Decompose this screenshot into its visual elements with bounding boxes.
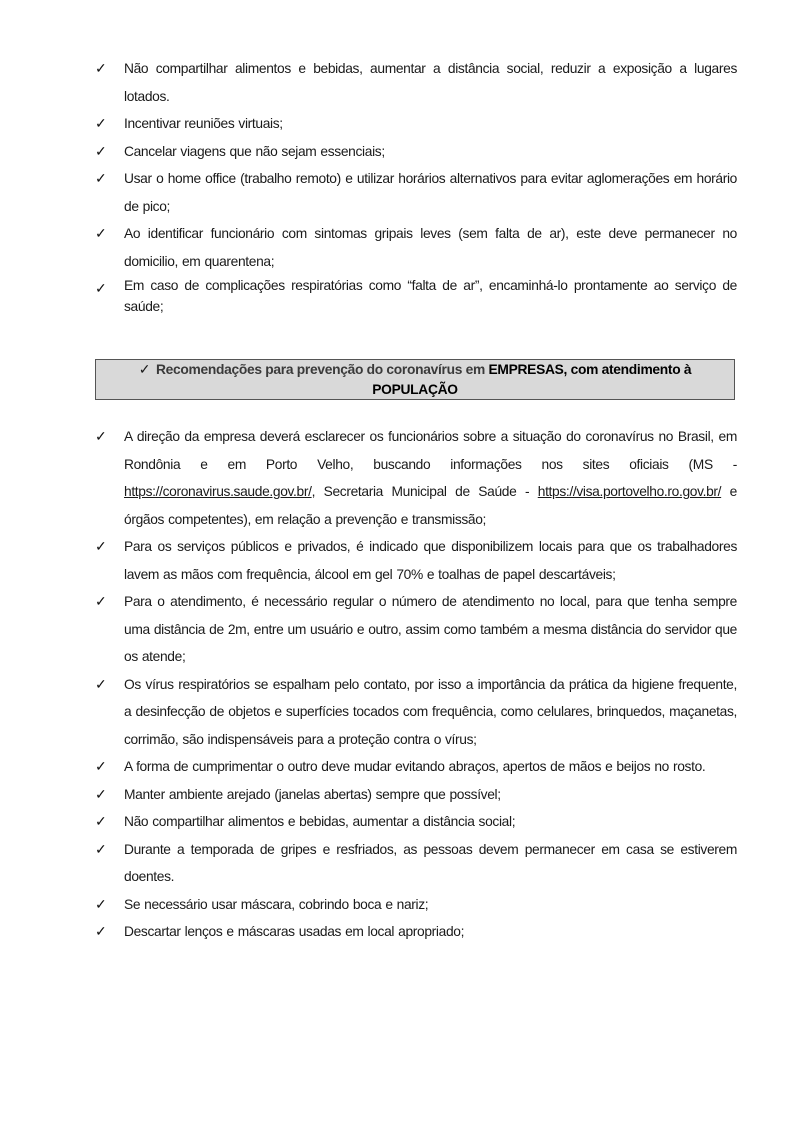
- section-heading-part1: Recomendações para prevenção do coronavírus em: [156, 362, 489, 377]
- check-icon: ✓: [95, 785, 107, 802]
- list-item: [95, 275, 737, 321]
- check-icon: ✓: [95, 675, 107, 692]
- list-item: [95, 110, 737, 138]
- business-recommendation-list: [95, 423, 737, 946]
- list-item: [95, 165, 737, 220]
- list-item: [95, 533, 737, 588]
- section-heading-line1: [96, 360, 734, 380]
- list-item-text: Ao identificar funcionário com sintomas gripais leves (sem falta de ar), este deve permanecer no domicilio, em quarentena;: [124, 226, 737, 269]
- check-icon: ✓: [95, 60, 107, 76]
- list-item-text: Para o atendimento, é necessário regular o número de atendimento no local, para que tenha sempre uma distância de 2m, entre um usuário e outro, assim como também a mesma distância do servidor que os atende;: [124, 594, 737, 664]
- check-icon: ✓: [95, 813, 107, 829]
- check-icon: ✓: [95, 428, 107, 444]
- check-icon: ✓: [95, 895, 107, 912]
- list-item-text: Incentivar reuniões virtuais;: [124, 116, 283, 131]
- list-item-text: Se necessário usar máscara, cobrindo boca e nariz;: [124, 896, 429, 912]
- check-icon: ✓: [138, 362, 151, 377]
- check-icon: ✓: [95, 280, 107, 296]
- check-icon: ✓: [95, 923, 107, 939]
- list-item: [95, 55, 737, 110]
- list-item-text: Os vírus respiratórios se espalham pelo contato, por isso a importância da prática da higiene frequente, a desinfecção de objetos e superfícies tocados com frequência, como celulares, brinquedos, maçanetas, corrimão, são indispensáveis para a proteção contra o vírus;: [124, 676, 737, 747]
- list-item: [95, 918, 737, 946]
- list-item-text: Durante a temporada de gripes e resfriados, as pessoas devem permanecer em casa se estiverem doentes.: [124, 841, 737, 884]
- check-icon: ✓: [95, 538, 107, 554]
- list-item-text: Não compartilhar alimentos e bebidas, aumentar a distância social;: [124, 814, 516, 829]
- list-item: [95, 836, 737, 891]
- list-item: [95, 138, 737, 166]
- check-icon: ✓: [95, 758, 107, 774]
- list-item-text: A direção da empresa deverá esclarecer os funcionários sobre a situação do coronavírus no Brasil, em Rondônia e em Porto Velho, buscando informações nos sites oficiais (MS -: [124, 429, 737, 472]
- list-item: [95, 891, 737, 919]
- list-item-text: Cancelar viagens que não sejam essenciais;: [124, 143, 385, 159]
- list-item-text: , Secretaria Municipal de Saúde -: [311, 484, 538, 499]
- list-item: [95, 808, 737, 836]
- section-heading-box: [95, 359, 735, 400]
- list-item: [95, 220, 737, 275]
- check-icon: ✓: [95, 225, 107, 241]
- list-item-text: Descartar lenços e máscaras usadas em local apropriado;: [124, 924, 465, 939]
- section-heading-line2: POPULAÇÃO: [372, 382, 458, 397]
- check-icon: ✓: [95, 142, 107, 159]
- list-item: [95, 781, 737, 809]
- check-icon: ✓: [95, 170, 107, 186]
- list-item: [95, 423, 737, 533]
- check-icon: ✓: [95, 840, 107, 857]
- list-item-text: Para os serviços públicos e privados, é indicado que disponibilizem locais para que os trabalhadores lavem as mãos com frequência, álcool em gel 70% e toalhas de papel descartáveis;: [124, 539, 737, 582]
- top-recommendation-list: [95, 55, 737, 321]
- list-item-text: Não compartilhar alimentos e bebidas, aumentar a distância social, reduzir a exposição a lugares lotados.: [124, 61, 737, 104]
- list-item: [95, 588, 737, 671]
- list-item-text: e órgãos competentes), em relação a prevenção e transmissão;: [124, 484, 737, 527]
- municipal-health-link[interactable]: https://visa.portovelho.ro.gov.br/: [537, 484, 722, 499]
- list-item-text: Em caso de complicações respiratórias como “falta de ar”, encaminhá-lo prontamente ao serviço de saúde;: [124, 278, 737, 314]
- check-icon: ✓: [95, 115, 107, 131]
- ministry-health-link[interactable]: https://coronavirus.saude.gov.br/: [124, 484, 312, 499]
- section-heading-part2: EMPRESAS, com atendimento à: [488, 362, 692, 377]
- check-icon: ✓: [95, 593, 107, 609]
- list-item-text: A forma de cumprimentar o outro deve mudar evitando abraços, apertos de mãos e beijos no rosto.: [124, 759, 706, 774]
- list-item: [95, 671, 737, 754]
- list-item-text: Manter ambiente arejado (janelas abertas) sempre que possível;: [124, 786, 501, 802]
- list-item-text: Usar o home office (trabalho remoto) e utilizar horários alternativos para evitar aglomerações em horário de pico;: [124, 171, 737, 214]
- list-item: [95, 753, 737, 781]
